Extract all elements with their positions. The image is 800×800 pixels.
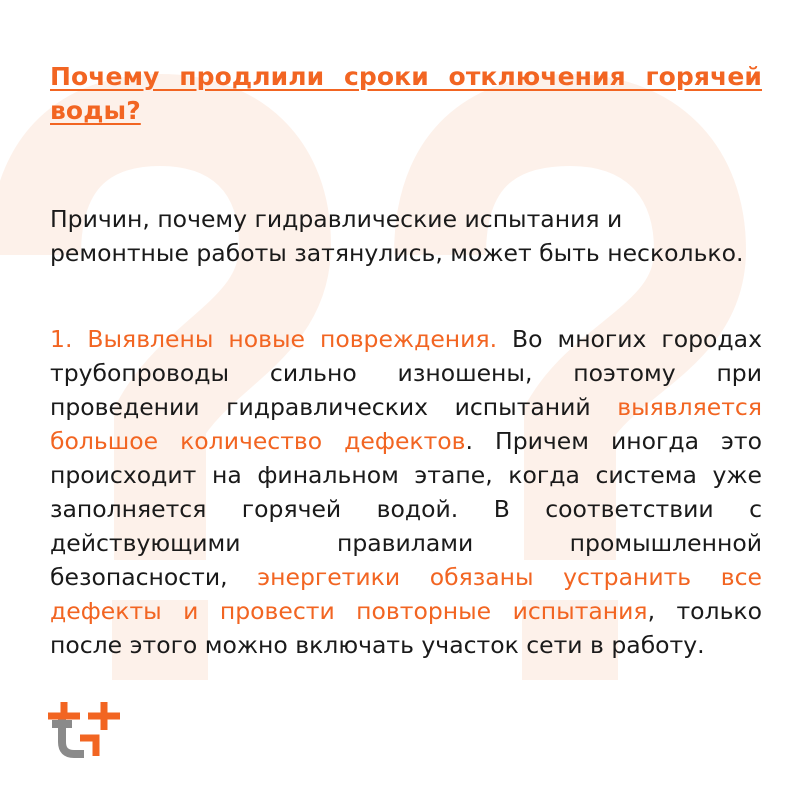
article xyxy=(50,60,762,662)
article-title: Почему продлили сроки отключения горячей воды? xyxy=(50,62,762,125)
point-1-heading: 1. Выявлены новые повреждения. xyxy=(50,325,498,353)
point-1-text-b: . Причем иногда это происходит на финальном этапе, когда система уже заполняется горячей водой. В соответствии с действующими правилами промышленной безопасности, xyxy=(50,427,762,591)
point-1-highlight-a: выявляется большое количество дефектов xyxy=(50,393,762,455)
point-1-text-a: Во многих городах трубопроводы сильно изношены, поэтому при проведении гидравлических испытаний xyxy=(50,325,762,421)
t-plus-logo-icon xyxy=(44,698,124,764)
intro-paragraph: Причин, почему гидравлические испытания и ремонтные работы затянулись, может быть несколько. xyxy=(50,205,744,267)
point-1-highlight-b: энергетики обязаны устранить все дефекты и провести повторные испытания xyxy=(50,563,762,625)
point-1-paragraph xyxy=(50,322,762,662)
point-1-text-c: , только после этого можно включать участок сети в работу. xyxy=(50,597,762,659)
